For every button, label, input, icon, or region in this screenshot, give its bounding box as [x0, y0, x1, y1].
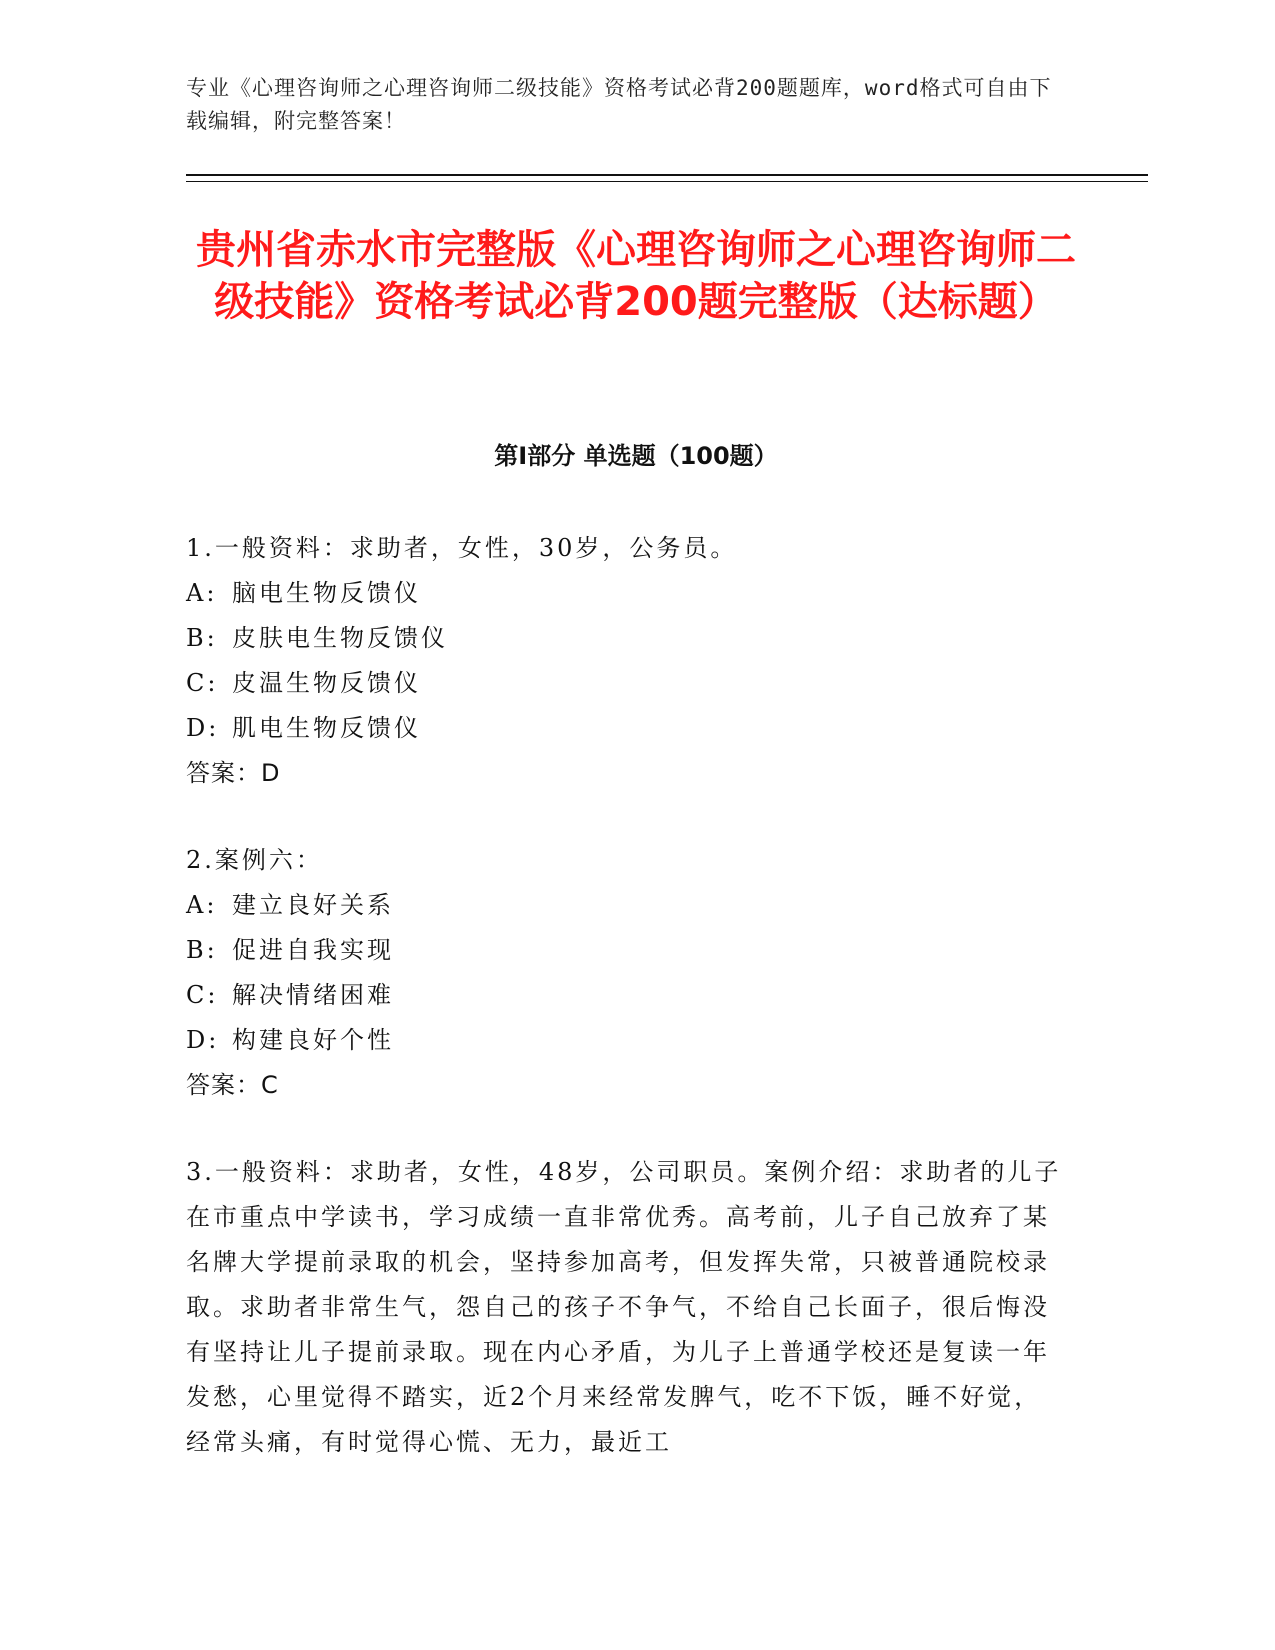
- option-text: 解决情绪困难: [232, 981, 394, 1009]
- option-c: [186, 661, 1066, 706]
- option-text: 皮温生物反馈仪: [232, 669, 421, 697]
- document-title: 贵州省赤水市完整版《心理咨询师之心理咨询师二级技能》资格考试必背200题完整版（达标题）: [196, 227, 1076, 325]
- option-d: [186, 1018, 1066, 1063]
- option-key: D:: [186, 714, 220, 742]
- question-3: [186, 1150, 1066, 1465]
- option-text: 构建良好个性: [232, 1026, 394, 1054]
- option-a: [186, 883, 1066, 928]
- option-text: 建立良好关系: [232, 891, 394, 919]
- option-text: 肌电生物反馈仪: [232, 714, 421, 742]
- option-b: [186, 928, 1066, 973]
- answer-line: 答案：D: [186, 759, 281, 787]
- option-key: A:: [186, 579, 218, 607]
- option-key: C:: [186, 981, 219, 1009]
- option-text: 脑电生物反馈仪: [232, 579, 421, 607]
- option-text: 促进自我实现: [232, 936, 394, 964]
- header-rule-thin: [186, 181, 1148, 182]
- option-b: [186, 616, 1066, 661]
- question-2: [186, 838, 1066, 1108]
- question-list: [186, 526, 1066, 1507]
- question-stem: 2.案例六：: [186, 846, 323, 874]
- option-key: A:: [186, 891, 218, 919]
- option-key: B:: [186, 936, 218, 964]
- question-stem: 3.一般资料：求助者，女性，48岁，公司职员。案例介绍：求助者的儿子在市重点中学读书，学习成绩一直非常优秀。高考前，儿子自己放弃了某名牌大学提前录取的机会，坚持参加高考，但发挥失常，只被普通院校录取。求助者非常生气，怨自己的孩子不争气，不给自己长面子，很后悔没有坚持让儿子提前录取。现在内心矛盾，为儿子上普通学校还是复读一年发愁，心里觉得不踏实，近2个月来经常发脾气，吃不下饭，睡不好觉，经常头痛，有时觉得心慌、无力，最近工: [186, 1158, 1062, 1456]
- question-stem: 1.一般资料：求助者，女性，30岁，公务员。: [186, 534, 738, 562]
- answer-line: 答案：C: [186, 1071, 279, 1099]
- header-note: 专业《心理咨询师之心理咨询师二级技能》资格考试必背200题题库，word格式可自由下载编辑，附完整答案！: [186, 76, 1052, 133]
- option-key: B:: [186, 624, 218, 652]
- option-c: [186, 973, 1066, 1018]
- option-key: C:: [186, 669, 219, 697]
- option-key: D:: [186, 1026, 220, 1054]
- option-a: [186, 571, 1066, 616]
- header-rule-thick: [186, 174, 1148, 176]
- option-d: [186, 706, 1066, 751]
- question-1: [186, 526, 1066, 796]
- section-heading: 第Ⅰ部分 单选题（100题）: [494, 442, 778, 470]
- option-text: 皮肤电生物反馈仪: [232, 624, 448, 652]
